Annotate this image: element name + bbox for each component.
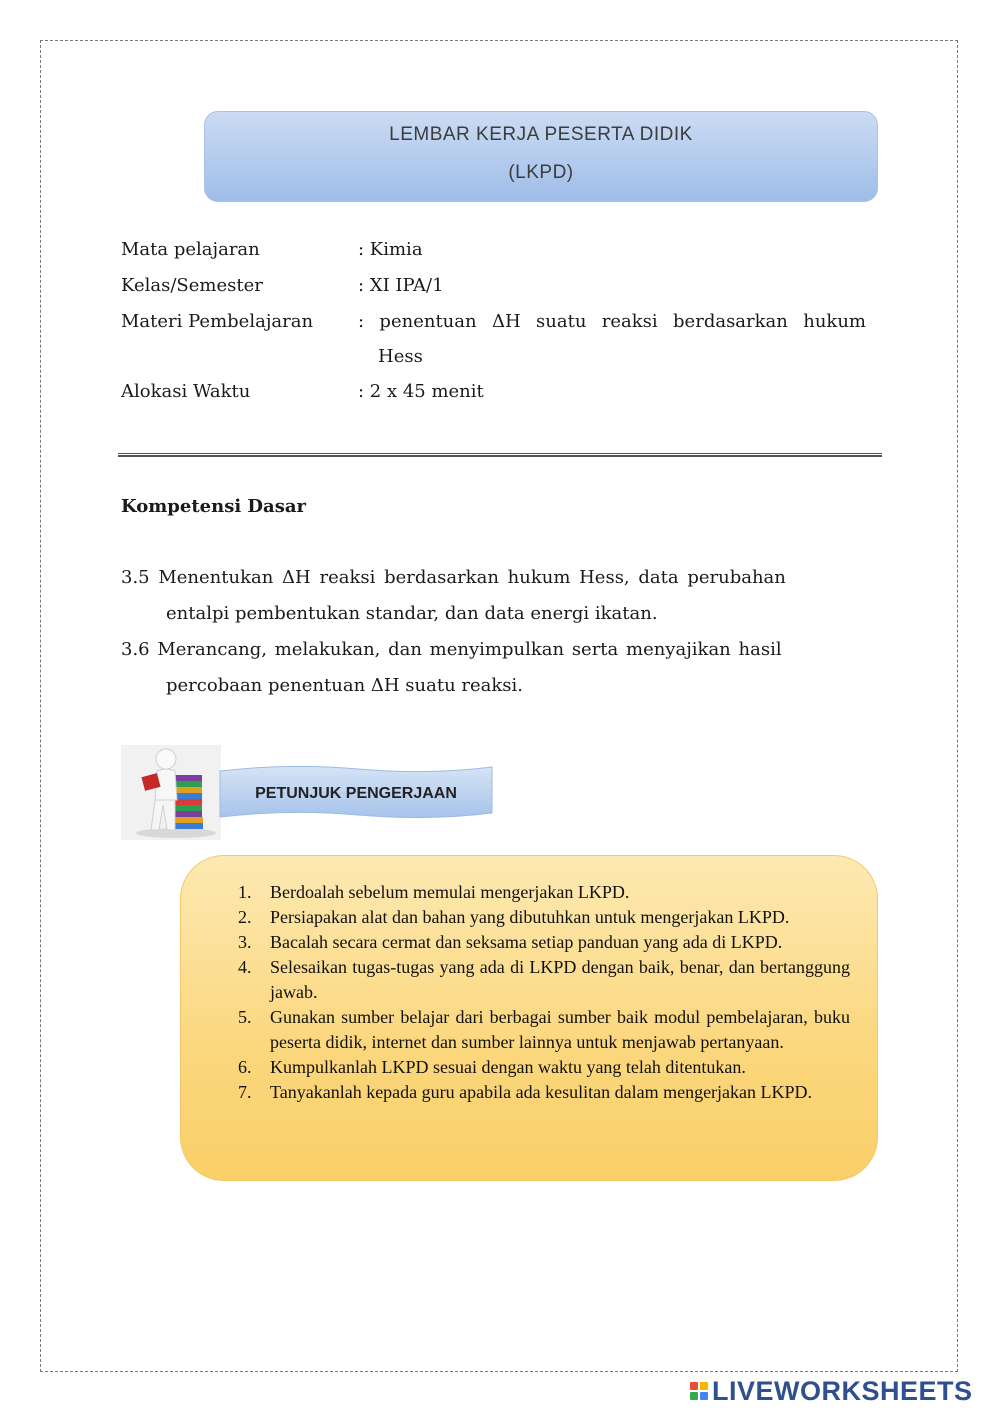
instruction-number: 1.	[238, 882, 252, 902]
kd-1-line-2: entalpi pembentukan standar, dan data energi ikatan.	[166, 603, 658, 624]
instruction-item	[238, 930, 850, 955]
logo-square-yellow	[700, 1382, 708, 1390]
liveworksheets-logo[interactable]	[690, 1376, 973, 1406]
instruction-item	[238, 955, 850, 1005]
material-value-line-2: Hess	[378, 346, 423, 367]
subject-value: : Kimia	[358, 239, 423, 260]
instruction-item	[238, 905, 850, 930]
subject-label: Mata pelajaran	[121, 239, 260, 260]
instruction-text: Persiapakan alat dan bahan yang dibutuhkan untuk mengerjakan LKPD.	[270, 907, 790, 927]
instruction-item	[238, 880, 850, 905]
instruction-text: Selesaikan tugas-tugas yang ada di LKPD dengan baik, benar, dan bertanggung jawab.	[270, 957, 850, 1002]
reading-figure-icon	[121, 745, 221, 840]
liveworksheets-brand: LIVEWORKSHEETS	[712, 1375, 973, 1406]
instruction-item	[238, 1055, 850, 1080]
instruction-text: Kumpulkanlah LKPD sesuai dengan waktu yang telah ditentukan.	[270, 1057, 746, 1077]
instruction-text: Tanyakanlah kepada guru apabila ada kesulitan dalam mengerjakan LKPD.	[270, 1082, 813, 1102]
logo-square-blue	[700, 1392, 708, 1400]
instruction-number: 5.	[238, 1007, 252, 1027]
kd-2-line-2: percobaan penentuan ΔH suatu reaksi.	[166, 675, 524, 696]
instruction-item	[238, 1005, 850, 1055]
liveworksheets-logo-icon	[690, 1382, 708, 1400]
instruction-number: 3.	[238, 932, 252, 952]
instruction-number: 4.	[238, 957, 252, 977]
instruction-number: 7.	[238, 1082, 252, 1102]
instruction-number: 2.	[238, 907, 252, 927]
instruction-text: Gunakan sumber belajar dari berbagai sumber baik modul pembelajaran, buku peserta didik, internet dan sumber lainnya untuk menjawab pertanyaan.	[270, 1007, 850, 1052]
instruction-list	[238, 880, 850, 1105]
title-line-2: (LKPD)	[508, 162, 574, 183]
title-banner	[204, 111, 878, 202]
time-label: Alokasi Waktu	[121, 381, 251, 402]
kd-2-line-1: 3.6 Merancang, melakukan, dan menyimpulkan serta menyajikan hasil	[121, 639, 782, 660]
kompetensi-heading: Kompetensi Dasar	[121, 496, 306, 517]
material-value-line-1: : penentuan ΔH suatu reaksi berdasarkan hukum	[358, 311, 866, 332]
material-label: Materi Pembelajaran	[121, 311, 314, 332]
class-value: : XI IPA/1	[358, 275, 444, 296]
kd-1-line-1: 3.5 Menentukan ΔH reaksi berdasarkan hukum Hess, data perubahan	[121, 567, 786, 588]
class-label: Kelas/Semester	[121, 275, 263, 296]
petunjuk-label: PETUNJUK PENGERJAAN	[255, 785, 457, 802]
instruction-number: 6.	[238, 1057, 252, 1077]
instruction-text: Bacalah secara cermat dan seksama setiap panduan yang ada di LKPD.	[270, 932, 783, 952]
instruction-item	[238, 1080, 850, 1105]
divider	[118, 453, 882, 457]
title-line-1: LEMBAR KERJA PESERTA DIDIK	[389, 124, 693, 145]
instruction-text: Berdoalah sebelum memulai mengerjakan LKPD.	[270, 882, 630, 902]
time-value: : 2 x 45 menit	[358, 381, 484, 402]
logo-square-red	[690, 1382, 698, 1390]
logo-square-green	[690, 1392, 698, 1400]
